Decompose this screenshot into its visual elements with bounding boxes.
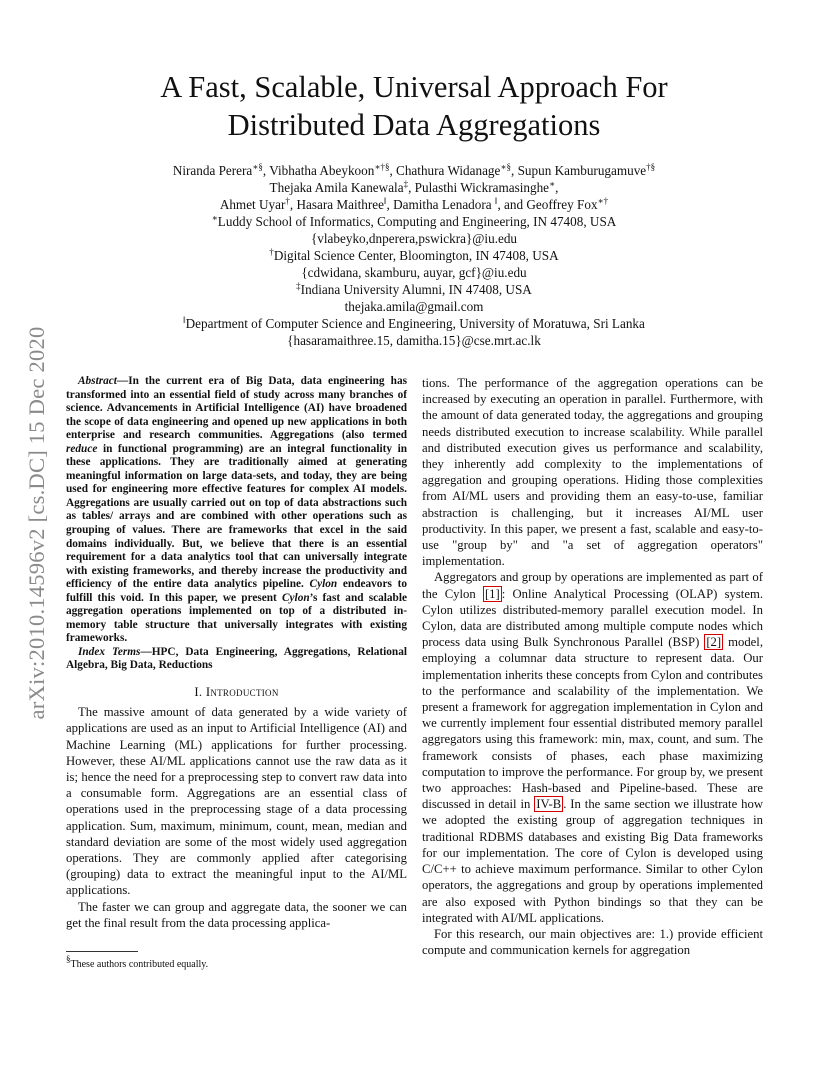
title-line-1: A Fast, Scalable, Universal Approach For <box>160 70 668 104</box>
abstract-emph: Cylon <box>282 591 310 604</box>
affiliation-2 <box>80 247 748 264</box>
paragraph-text: model, employing a columnar data structure to represent data. Our implementation inherits these concepts from Cylon and contributes to the performance and scalability of the implementation. We present a framework for aggregation implementation in Cylon and we currently implement four essential distributed memory parallel aggregators using this framework: min, max, count, and sum. The framework consists of phases, each phase maximizing computation to improve the performance. For group by, we present two approaches: Hash-based and Pipeline-based. These are discussed in detail in <box>422 635 763 812</box>
abstract-text: endeavors to fulfill this void. In this paper, we present <box>66 578 407 604</box>
author-name: , Vibhatha Abeykoon <box>262 163 375 178</box>
author-line-1 <box>80 162 748 179</box>
author-mark: ∗ <box>549 179 556 189</box>
email-1: {vlabeyko,dnperera,pswickra}@iu.edu <box>310 231 518 246</box>
index-terms-label: Index Terms <box>78 645 141 658</box>
paragraph: tions. The performance of the aggregation operations can be increased by executing an operation in parallel. Furthermore, with the amount of data generated today, the aggregations and grouping needs distributed execution to increase scalability. While parallel and distributed execution gives us performance and scalability, they inherently add complexity to the implementations of aggregation and grouping operations. Hiding those complexities from AI/ML users and providing them an easy-to-use, familiar abstraction is challenging, but it increases AI/ML user productivity. In this paper, we present a fast, scalable and easy-to-use "group by" and "a set of aggregation operators" implementation. <box>422 376 763 569</box>
author-mark: ‖ <box>383 196 387 206</box>
left-column <box>66 375 407 931</box>
author-name: , and Geoffrey Fox <box>497 197 598 212</box>
author-name: Ahmet Uyar <box>219 197 286 212</box>
affiliation-4 <box>80 315 748 332</box>
abstract-text: ’s fast and scalable aggregation operations implemented on top of a distributed in-memory table structure that universally integrates with existing frameworks. <box>66 591 407 645</box>
paragraph: The massive amount of data generated by a wide variety of applications are used as an input to Artificial Intelligence (AI) and Machine Learning (ML) applications for further processing. However, these AI/ML applications cannot use the raw data as it is; hence the need for a preprocessing step to convert raw data into a consumable form. Aggregations are an essential class of operations used in the preprocessing stage of a data processing application. Sum, maximum, minimum, count, mean, median and standard deviation are some of the most widely used aggregation operations. They are commonly applied after categorising (grouping) data to extract the meaningful input to the AI/ML applications. <box>66 705 407 898</box>
author-name: , Supun Kamburugamuve <box>511 163 647 178</box>
index-terms-text: —HPC, Data Engineering, Aggregations, Relational Algebra, Big Data, Reductions <box>66 645 407 672</box>
affiliation-text: Luddy School of Informatics, Computing and Engineering, IN 47408, USA <box>217 214 617 229</box>
arxiv-watermark <box>20 285 54 760</box>
affiliation-text: Department of Computer Science and Engineering, University of Moratuwa, Sri Lanka <box>185 316 645 331</box>
affiliation-mark: † <box>269 247 274 257</box>
paragraph: For this research, our main objectives are: 1.) provide efficient compute and communication kernels for aggregation <box>422 926 763 958</box>
affiliation-text: Digital Science Center, Bloomington, IN 47408, USA <box>273 248 559 263</box>
author-line-3 <box>80 196 748 213</box>
title-line-2: Distributed Data Aggregations <box>227 108 601 142</box>
section-link[interactable]: IV-B <box>536 797 562 812</box>
affiliation-mark: ‖ <box>183 315 186 325</box>
affiliation-text: Indiana University Alumni, IN 47408, USA <box>300 282 532 297</box>
author-block <box>80 162 748 349</box>
author-punct: , <box>555 180 559 195</box>
author-name: , Chathura Widanage <box>389 163 501 178</box>
email-4: {hasaramaithree.15, damitha.15}@cse.mrt.ac.lk <box>287 333 541 348</box>
footnote-rule <box>66 951 138 952</box>
abstract-emph: Cylon <box>309 578 338 591</box>
author-mark: ∗† <box>597 196 609 206</box>
email-3: thejaka.amila@gmail.com <box>344 299 484 314</box>
author-name: , Damitha Lenadora <box>386 197 495 212</box>
author-mark: ∗§ <box>500 162 511 172</box>
footnote-text: These authors contributed equally. <box>70 959 209 970</box>
paragraph: The faster we can group and aggregate data, the sooner we can get the final result from the data processing applica- <box>66 899 407 930</box>
author-name: , Pulasthi Wickramasinghe <box>408 180 550 195</box>
paragraph <box>422 569 763 925</box>
author-mark: ‖ <box>494 196 498 206</box>
author-name: Thejaka Amila Kanewala <box>269 180 404 195</box>
index-terms <box>66 646 407 673</box>
abstract <box>66 375 407 646</box>
author-line-2 <box>80 179 748 196</box>
affiliation-mark: ‡ <box>296 281 301 291</box>
arxiv-id: arXiv:2010.14596v2 [cs.DC] 15 Dec 2020 <box>24 326 49 719</box>
affiliation-1 <box>80 213 748 230</box>
paragraph-text: . In the same section we illustrate how we adopted the existing group of aggregation techniques in traditional RDBMS databases and existing Big Data frameworks for our implementation. The core of Cylon is developed using C/C++ to achieve maximum performance. Similar to other Cylon operators, the aggregations and group by operations implemented are also exposed with Python bindings so that they can be integrated with AI/ML applications. <box>422 797 763 925</box>
author-name: Niranda Perera <box>172 163 253 178</box>
author-name: , Hasara Maithree <box>289 197 384 212</box>
author-mark: †§ <box>646 162 656 172</box>
paragraph-text: Aggregators and group by operations are implemented as part of the Cylon <box>422 570 763 601</box>
paragraph-text: : Online Analytical Processing (OLAP) system. Cylon utilizes distributed-memory parallel execution model. In Cylon, data are distributed among multiple compute nodes which process data using Bulk Synchronous Parallel (BSP) <box>422 586 763 650</box>
author-mark: † <box>285 196 290 206</box>
author-mark: ∗†§ <box>374 162 390 172</box>
abstract-text: —In the current era of Big Data, data engineering has transformed into an essential field of study across many branches of science. Advancements in Artificial Intelligence (AI) have broadened the scope of data engineering and opened up new applications in both enterprise and research communities. Aggregations (also termed <box>66 375 407 442</box>
citation-link[interactable]: [2] <box>706 635 722 650</box>
affiliation-3 <box>80 281 748 298</box>
footnote-mark: § <box>66 954 71 964</box>
section-heading: I. Introduction <box>194 685 279 700</box>
abstract-label: Abstract <box>78 375 117 387</box>
affiliation-mark: ∗ <box>211 213 218 223</box>
footnote <box>66 954 407 971</box>
abstract-text: in functional programming) are an integral functionality in these applications. They are traditionally aimed at generating meaningful information on large data-sets, and today, they are being used for engineering more effective features for complex AI models. Aggregations are usually carried out on top of data abstractions such as tables/ arrays and are combined with other operations such as grouping of values. There are frameworks that excel in the said domains individually. But, we believe that there is an essential requirement for a data analytics tool that can universally integrate with existing frameworks, and thereby increase the productivity and efficiency of the entire data analytics pipeline. <box>66 442 407 591</box>
email-2: {cdwidana, skamburu, auyar, gcf}@iu.edu <box>301 265 527 280</box>
author-mark: ‡ <box>403 179 409 189</box>
paper-title <box>80 68 748 144</box>
abstract-emph: reduce <box>66 442 98 455</box>
citation-link[interactable]: [1] <box>484 586 500 601</box>
author-mark: ∗§ <box>252 162 263 172</box>
right-column <box>422 375 763 958</box>
